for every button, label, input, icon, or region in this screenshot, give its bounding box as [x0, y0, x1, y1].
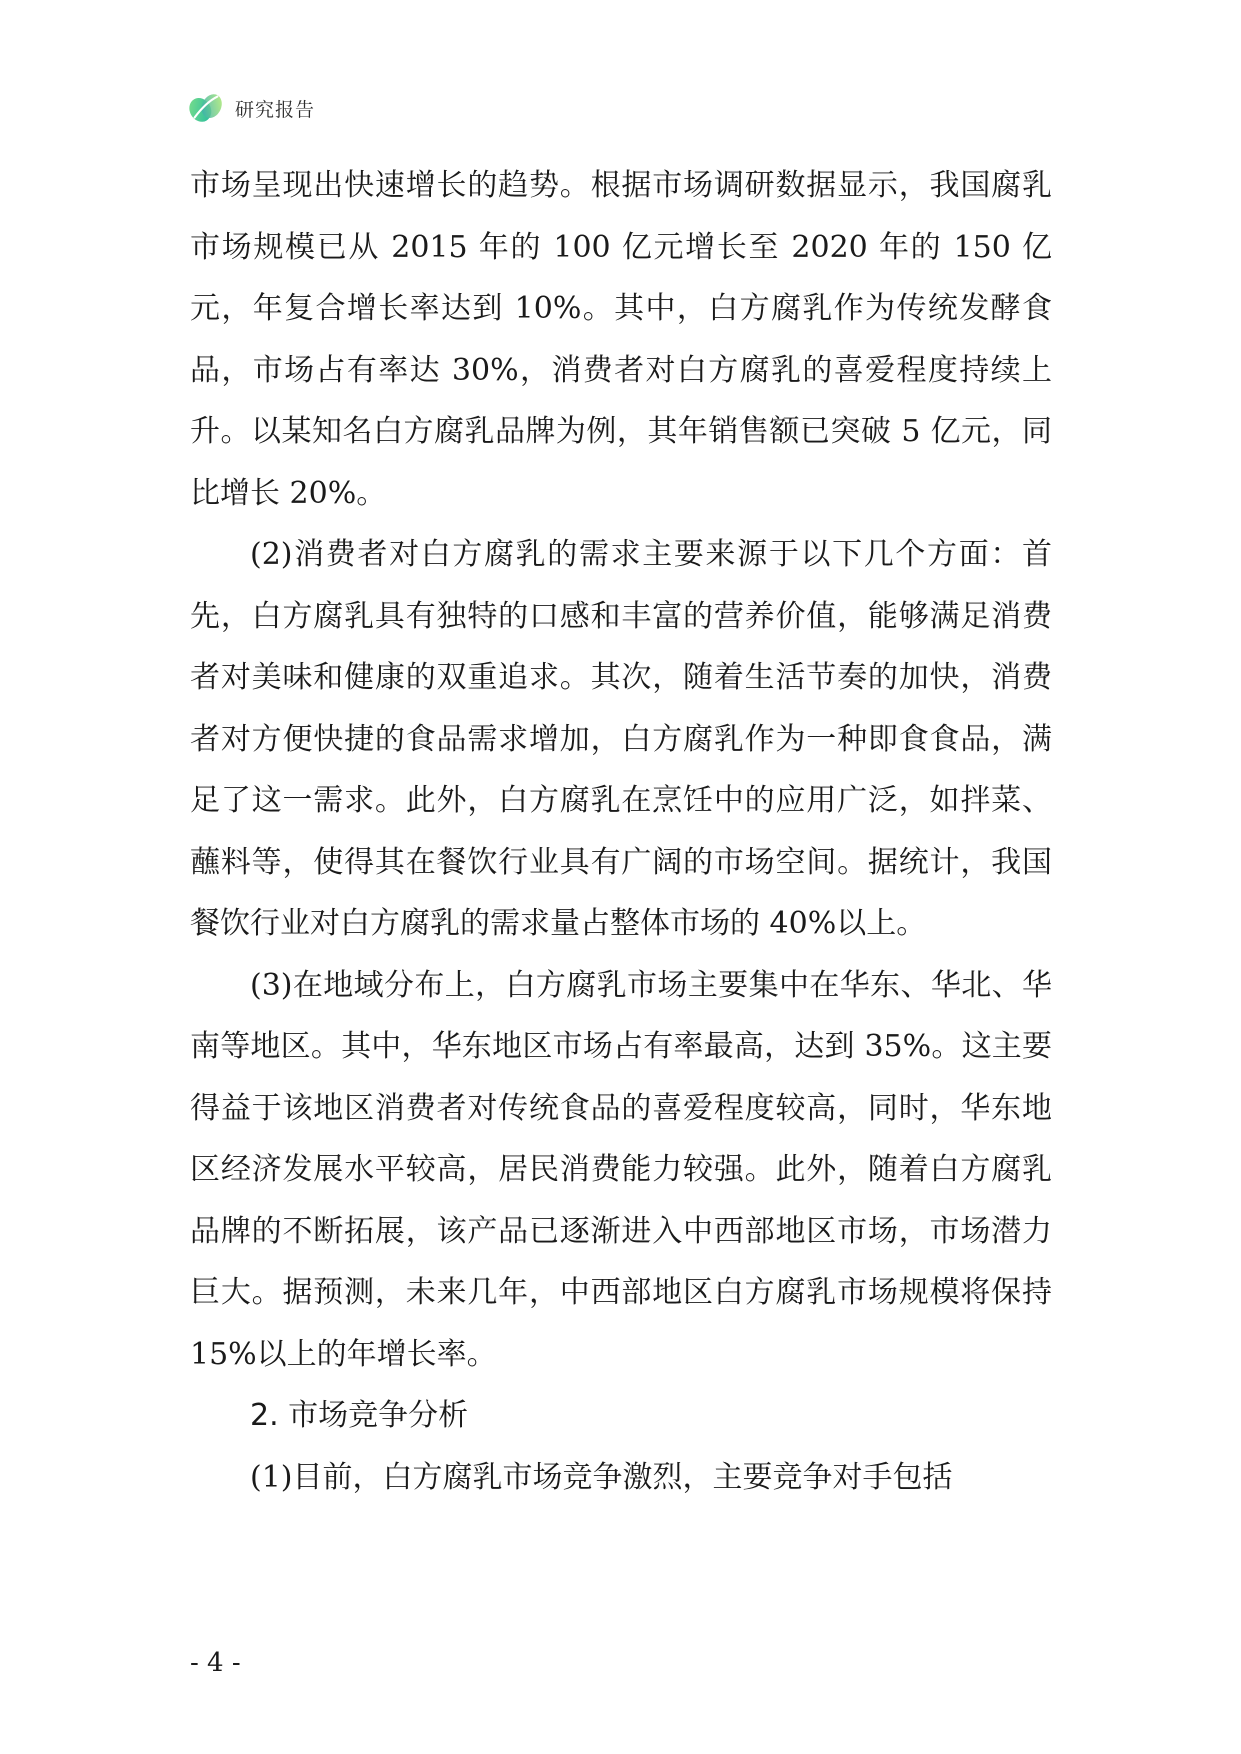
document-body — [190, 155, 1052, 1508]
paragraph-competition-1: (1)目前，白方腐乳市场竞争激烈，主要竞争对手包括 — [250, 1459, 953, 1495]
header-title: 研究报告 — [235, 98, 316, 121]
section-heading: 2. 市场竞争分析 — [250, 1398, 469, 1433]
page-header — [187, 88, 315, 128]
page-number: - 4 - — [190, 1648, 241, 1678]
paragraph-continuation: 市场呈现出快速增长的趋势。根据市场调研数据显示，我国腐乳市场规模已从 2015 年的 100 亿元增长至 2020 年的 150 亿元，年复合增长率达到 10%。其中，白方腐乳作为传统发酵食品，市场占有率达 30%，消费者对白方腐乳的喜爱程度持续上升。以某知名白方腐乳品牌为例，其年销售额已突破 5 亿元，同比增长 20%。 — [190, 168, 1052, 511]
paragraph-2: (2)消费者对白方腐乳的需求主要来源于以下几个方面：首先，白方腐乳具有独特的口感和丰富的营养价值，能够满足消费者对美味和健康的双重追求。其次，随着生活节奏的加快，消费者对方便快捷的食品需求增加，白方腐乳作为一种即食食品，满足了这一需求。此外，白方腐乳在烹饪中的应用广泛，如拌菜、蘸料等，使得其在餐饮行业具有广阔的市场空间。据统计，我国餐饮行业对白方腐乳的需求量占整体市场的 40%以上。 — [190, 537, 1052, 941]
green-leaf-logo-icon — [187, 89, 225, 127]
paragraph-3: (3)在地域分布上，白方腐乳市场主要集中在华东、华北、华南等地区。其中，华东地区市场占有率最高，达到 35%。这主要得益于该地区消费者对传统食品的喜爱程度较高，同时，华东地区经济发展水平较高，居民消费能力较强。此外，随着白方腐乳品牌的不断拓展，该产品已逐渐进入中西部地区市场，市场潜力巨大。据预测，未来几年，中西部地区白方腐乳市场规模将保持 15%以上的年增长率。 — [190, 967, 1052, 1372]
